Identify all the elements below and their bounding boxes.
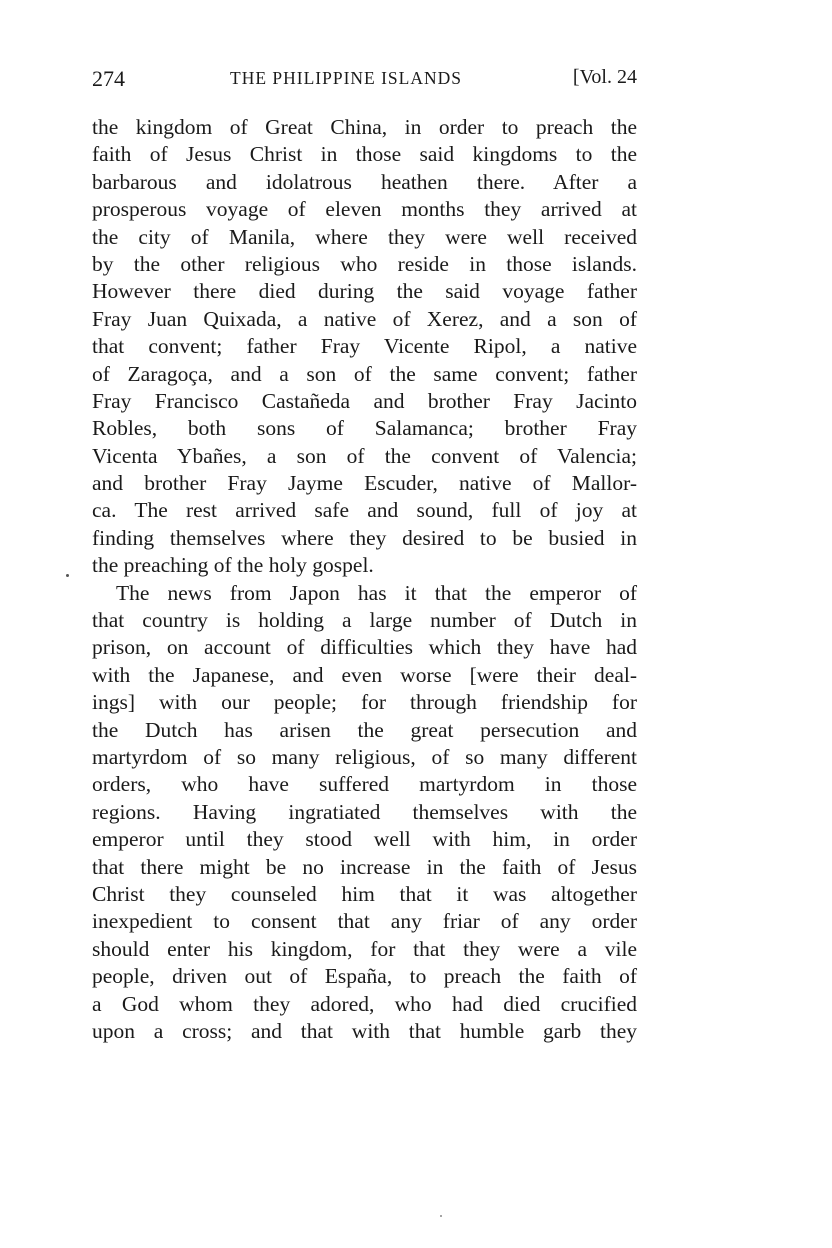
- text-line: people, driven out of España, to preach the faith of: [92, 964, 637, 989]
- text-line: of Zaragoça, and a son of the same convent; father: [92, 361, 637, 386]
- text-line: that country is holding a large number of Dutch in: [92, 608, 637, 633]
- text-line: orders, who have suffered martyrdom in those: [92, 772, 637, 797]
- text-line: Vicenta Ybañes, a son of the convent of Valencia;: [92, 443, 637, 468]
- text-line: the city of Manila, where they were well received: [92, 224, 637, 249]
- text-line: prosperous voyage of eleven months they arrived at: [92, 197, 637, 222]
- text-line: regions. Having ingratiated themselves with the: [92, 799, 637, 824]
- volume-label: [Vol. 24: [572, 66, 637, 88]
- text-line: martyrdom of so many religious, of so many different: [92, 744, 637, 769]
- text-line: Christ they counseled him that it was altogether: [92, 881, 637, 906]
- text-line: finding themselves where they desired to be busied in: [92, 525, 637, 550]
- text-line: and brother Fray Jayme Escuder, native of Mallor-: [92, 471, 637, 496]
- text-line: barbarous and idolatrous heathen there. After a: [92, 169, 637, 194]
- text-line: Fray Francisco Castañeda and brother Fray Jacinto: [92, 388, 637, 413]
- page-number: 274: [92, 66, 125, 91]
- text-line: Robles, both sons of Salamanca; brother Fray: [92, 416, 637, 441]
- text-line: ings] with our people; for through friendship for: [92, 690, 637, 715]
- text-line: prison, on account of difficulties which they have had: [92, 635, 637, 660]
- text-line: should enter his kingdom, for that they were a vile: [92, 936, 637, 961]
- text-line: that there might be no increase in the faith of Jesus: [92, 854, 637, 879]
- text-line: a God whom they adored, who had died crucified: [92, 991, 637, 1016]
- text-line: However there died during the said voyage father: [92, 279, 637, 304]
- paragraph-end-line: the preaching of the holy gospel.: [92, 553, 374, 578]
- text-line: with the Japanese, and even worse [were their deal-: [92, 662, 637, 687]
- margin-mark: [66, 574, 69, 577]
- body-text: [92, 114, 637, 1045]
- paragraph-start-line: The news from Japon has it that the emperor of: [116, 580, 637, 605]
- text-line: the kingdom of Great China, in order to preach the: [92, 115, 637, 139]
- running-header: [92, 66, 637, 94]
- running-title: THE PHILIPPINE ISLANDS: [230, 68, 462, 88]
- text-line: ca. The rest arrived safe and sound, full of joy at: [92, 498, 637, 523]
- text-line: that convent; father Fray Vicente Ripol, a native: [92, 334, 637, 359]
- text-line: the Dutch has arisen the great persecution and: [92, 717, 637, 742]
- scan-speck: [440, 1215, 442, 1217]
- text-line: faith of Jesus Christ in those said kingdoms to the: [92, 142, 637, 167]
- text-line: emperor until they stood well with him, in order: [92, 827, 637, 852]
- text-line: by the other religious who reside in those islands.: [92, 251, 637, 276]
- text-line: upon a cross; and that with that humble garb they: [92, 1018, 637, 1043]
- text-line: inexpedient to consent that any friar of any order: [92, 909, 637, 934]
- text-line: Fray Juan Quixada, a native of Xerez, and a son of: [92, 306, 637, 331]
